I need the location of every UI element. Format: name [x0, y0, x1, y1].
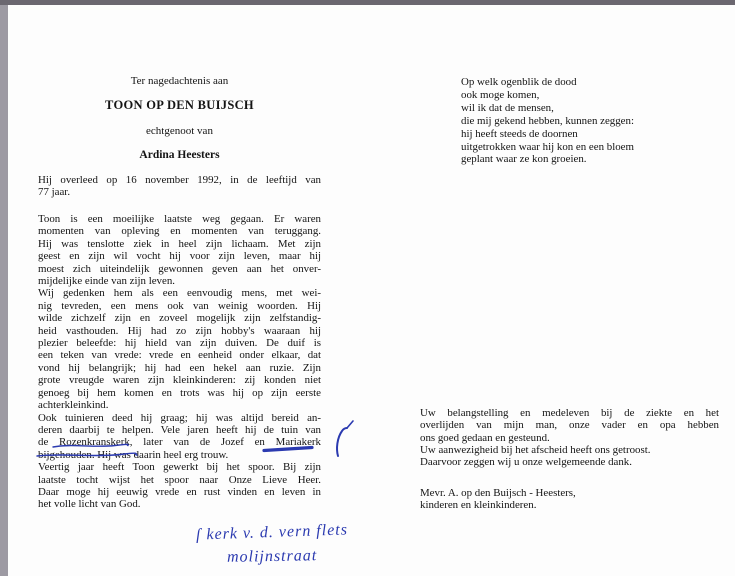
- poem-line: hij heeft steeds de doornen: [461, 127, 578, 140]
- obituary-line: plezier beleefde: hij hield van zijn duiven. De duif is: [38, 337, 321, 350]
- obituary-line: grote vreugde waren zijn kleinkinderen: zij konden niet: [38, 374, 321, 387]
- handwritten-note-line1: ſ kerk v. d. vern flets: [195, 521, 349, 544]
- acknowledgement-text: [420, 407, 719, 468]
- obituary-line: Ook tuinieren deed hij graag; hij was altijd bereid an-: [38, 411, 321, 424]
- obituary-line: achterkleinkind.: [38, 399, 109, 412]
- obituary-line: bijgehouden. Hij was daarin heel erg trouw.: [38, 448, 229, 461]
- obituary-line: wilde zichzelf zijn en zoveel mogelijk zijn zelfstandig-: [38, 312, 321, 325]
- intro-line: 77 jaar.: [38, 186, 71, 199]
- signature-line: kinderen en kleinkinderen.: [420, 499, 537, 512]
- poem-line: wil ik dat de mensen,: [461, 101, 554, 114]
- obituary-line: de Rozenkranskerk, later van de Jozef en Mariakerk: [38, 436, 321, 449]
- obituary-line: laatste tocht wijst het spoor naar Onze Lieve Heer.: [38, 473, 321, 486]
- obituary-line: genoeg bij hem komen en trots was hij op zijn eerste: [38, 386, 321, 399]
- intro-paragraph: [38, 174, 321, 199]
- handwritten-note-line2: molijnstraat: [226, 547, 318, 566]
- poem-line: uitgetrokken waar hij kon en een bloem: [461, 140, 634, 153]
- acknowledgement-line: ons goed gedaan en gesteund.: [420, 431, 550, 444]
- acknowledgement-line: Uw belangstelling en medeleven bij de ziekte en het: [420, 407, 719, 419]
- poem-line: die mij gekend hebben, kunnen zeggen:: [461, 114, 634, 127]
- signature-block: [420, 487, 719, 512]
- poem-line: geplant waar ze kon groeien.: [461, 153, 587, 166]
- ink-insertion-mark-icon: [337, 428, 347, 456]
- poem-line: Op welk ogenblik de dood: [461, 76, 577, 88]
- obituary-line: Daar moge hij eeuwig vrede en rust vinden en leven in: [38, 485, 321, 498]
- poem-line: ook moge komen,: [461, 88, 540, 101]
- header-dedication: Ter nagedachtenis aan: [130, 75, 229, 87]
- acknowledgement-line: Daarvoor zeggen wij u onze welgemeende dank.: [420, 456, 632, 469]
- obituary-line: Hij was tenslotte ziek in heel zijn lichaam. Met zijn: [38, 237, 321, 250]
- obituary-line: Veertig jaar heeft Toon gewerkt bij het spoor. Bij zijn: [38, 461, 321, 474]
- obituary-line: mijdelijke einde van zijn leven.: [38, 275, 175, 288]
- spouse-name: Ardina Heesters: [139, 149, 220, 161]
- obituary-text: [38, 213, 321, 511]
- signature-line: Mevr. A. op den Buijsch - Heesters,: [420, 487, 576, 499]
- obituary-line: Toon is een moeilijke laatste weg gegaan. Er waren: [38, 213, 321, 225]
- obituary-line: geest en zijn wil vocht hij voor zijn leven, maar hij: [38, 250, 321, 263]
- intro-line: Hij overleed op 16 november 1992, in de leeftijd van: [38, 174, 321, 186]
- memorial-poem: [461, 76, 731, 166]
- deceased-name: TOON OP DEN BUIJSCH: [105, 98, 254, 112]
- obituary-line: deren daarbij te helpen. Vele jaren heeft hij de tuin van: [38, 423, 321, 436]
- obituary-line: nig tevreden, een mens ook van weinig woorden. Hij: [38, 299, 321, 312]
- obituary-line: moest zich uiteindelijk gewonnen geven aan het onver-: [38, 262, 321, 275]
- obituary-line: heid vasthouden. Hij had zo zijn hobby's waaraan hij: [38, 324, 321, 337]
- acknowledgement-line: Uw aanwezigheid bij het afscheid heeft ons getroost.: [420, 443, 651, 456]
- ink-insertion-accent-icon: [347, 421, 353, 428]
- header-relation: echtgenoot van: [146, 125, 213, 137]
- obituary-line: het volle licht van God.: [38, 498, 141, 511]
- obituary-line: Wij gedenken hem als een eenvoudig mens, met wei-: [38, 287, 321, 300]
- acknowledgement-line: overlijden van mijn man, onze vader en opa hebben: [420, 419, 719, 432]
- scanner-edge-top: [0, 0, 735, 5]
- obituary-line: een teken van vrede: vrede en eenheid onder elkaar, dat: [38, 349, 321, 362]
- obituary-line: vond hij belangrijk; hij had een hekel aan ruzie. Zijn: [38, 361, 321, 374]
- scanner-edge-left: [0, 0, 8, 576]
- obituary-line: momenten van opleving en momenten van teruggang.: [38, 225, 321, 238]
